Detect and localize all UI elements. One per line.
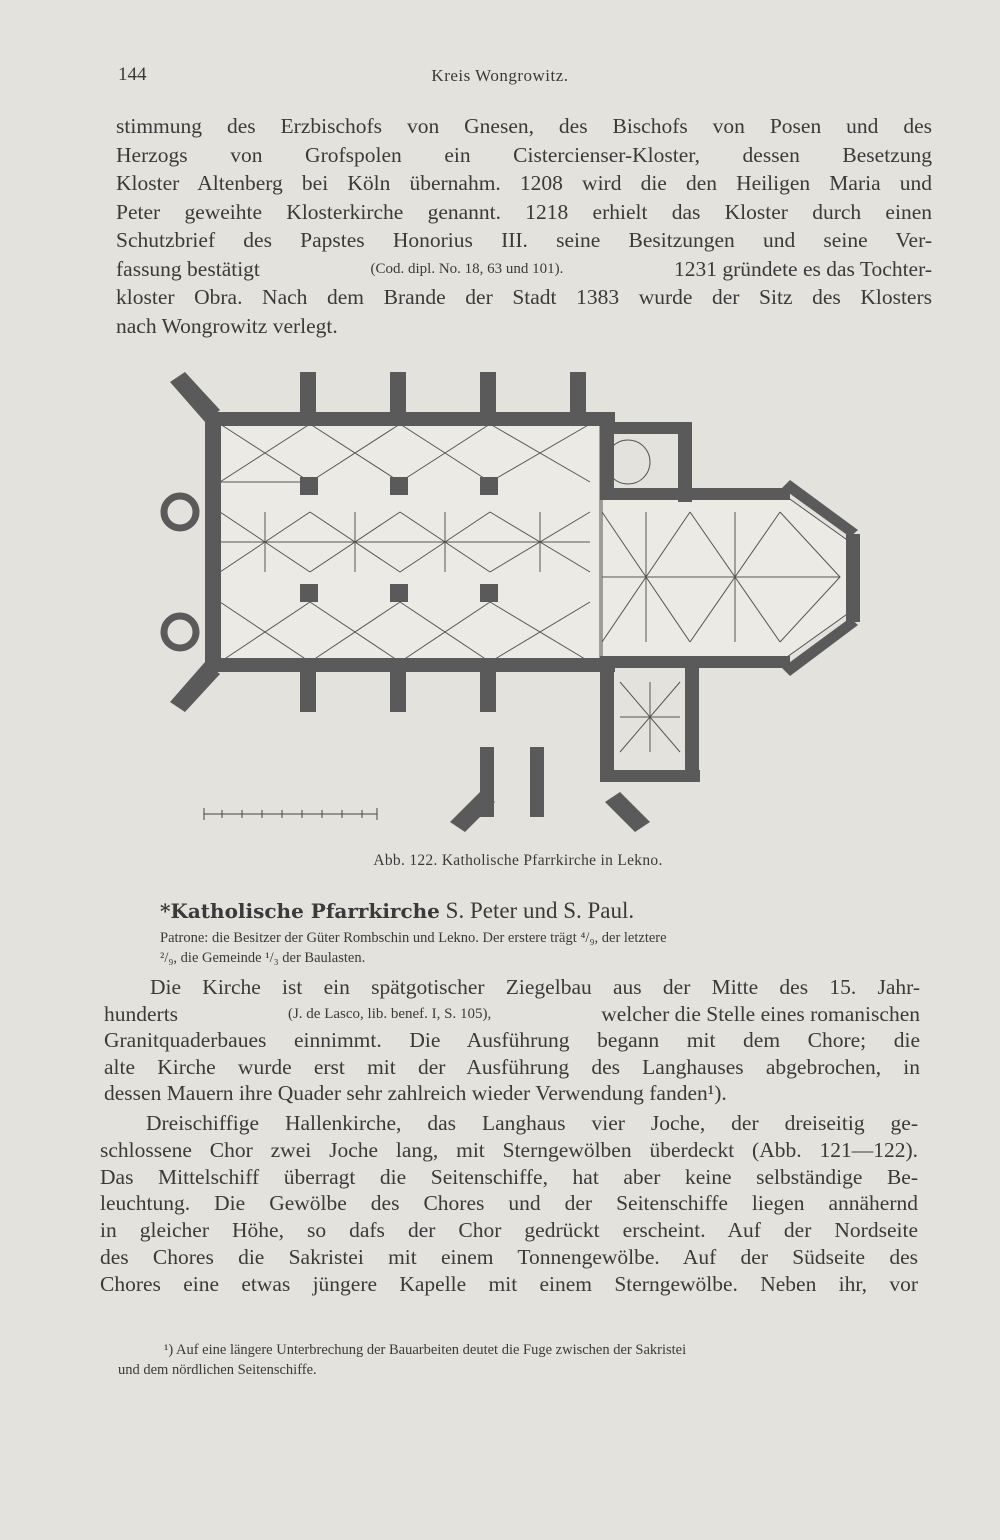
footnote-line: ¹) Auf eine längere Unterbrechung der Bauarbeiten deutet die Fuge zwischen der Sakristei [164, 1342, 687, 1358]
patrone-line: Patrone: die Besitzer der Güter Rombschin und Lekno. Der erstere trägt ⁴/₉, der letztere [160, 930, 667, 946]
text-line: schlossene Chor zwei Joche lang, mit Sterngewölben überdeckt (Abb. 121—122). [100, 1137, 918, 1162]
running-title: Kreis Wongrowitz. [431, 66, 569, 85]
page-number: 144 [118, 64, 147, 85]
citation: (Cod. dipl. No. 18, 63 und 101). [370, 260, 564, 277]
text-segment: fassung bestätigt [116, 256, 260, 281]
text-line: Peter geweihte Klosterkirche genannt. 1218 erhielt das Kloster durch einen [116, 199, 932, 224]
text-line: Granitquaderbaues einnimmt. Die Ausführung begann mit dem Chore; die [104, 1028, 920, 1052]
patrone-note [160, 928, 920, 968]
text-line: in gleicher Höhe, so dafs der Chor gedrückt erscheint. Auf der Nordseite [100, 1218, 918, 1243]
text-line: Die Kirche ist ein spätgotischer Ziegelbau aus der Mitte des 15. Jahr- [150, 975, 920, 999]
citation: (J. de Lasco, lib. benef. I, S. 105), [287, 1005, 492, 1022]
figure-caption: Abb. 122. Katholische Pfarrkirche in Lekno. [373, 852, 663, 869]
scale-bar [202, 804, 382, 829]
text-line: des Chores die Sakristei mit einem Tonnengewölbe. Auf der Südseite des [100, 1244, 918, 1269]
text-line [104, 1001, 920, 1028]
text-segment: hunderts [104, 1001, 179, 1026]
paragraph-description [104, 974, 920, 1107]
heading-bold: *Katholische Pfarrkirche [160, 899, 440, 923]
text-line: kloster Obra. Nach dem Brande der Stadt 1383 wurde der Sitz des Klosters [116, 285, 932, 309]
text-line: Kloster Altenberg bei Köln übernahm. 1208 wird die den Heiligen Maria und [116, 171, 932, 195]
text-line: Das Mittelschiff überragt die Seitenschiffe, hat aber keine selbständige Be- [100, 1164, 918, 1189]
church-floor-plan [150, 362, 880, 832]
footnote [118, 1340, 918, 1380]
text-line [116, 255, 932, 284]
text-segment: 1231 gründete es das Tochter- [674, 256, 932, 281]
text-line: Herzogs von Grofspolen ein Cistercienser-Kloster, dessen Besetzung [116, 142, 932, 167]
text-line: dessen Mauern ihre Quader sehr zahlreich wieder Verwendung fanden¹). [104, 1081, 727, 1105]
text-segment: welcher die Stelle eines romanischen [601, 1001, 920, 1026]
text-line: Schutzbrief des Papstes Honorius III. seine Besitzungen und seine Ver- [116, 228, 932, 252]
paragraph-architecture [100, 1110, 918, 1298]
section-heading [160, 898, 634, 924]
footnote-line: und dem nördlichen Seitenschiffe. [118, 1362, 317, 1378]
text-line: leuchtung. Die Gewölbe des Chores und der Seitenschiffe liegen annähernd [100, 1191, 918, 1216]
patrone-line: ²/₉, die Gemeinde ¹/₃ der Baulasten. [160, 950, 366, 966]
text-line: stimmung des Erzbischofs von Gnesen, des Bischofs von Posen und des [116, 114, 932, 138]
heading-subtitle: S. Peter und S. Paul. [445, 898, 635, 923]
text-line: Chores eine etwas jüngere Kapelle mit einem Sterngewölbe. Neben ihr, vor [100, 1271, 918, 1296]
text-line: alte Kirche wurde erst mit der Ausführung des Langhauses abgebrochen, in [104, 1054, 920, 1079]
paragraph-history [116, 112, 932, 340]
text-line: Dreischiffige Hallenkirche, das Langhaus vier Joche, der dreiseitig ge- [146, 1111, 918, 1135]
text-line: nach Wongrowitz verlegt. [116, 313, 338, 338]
